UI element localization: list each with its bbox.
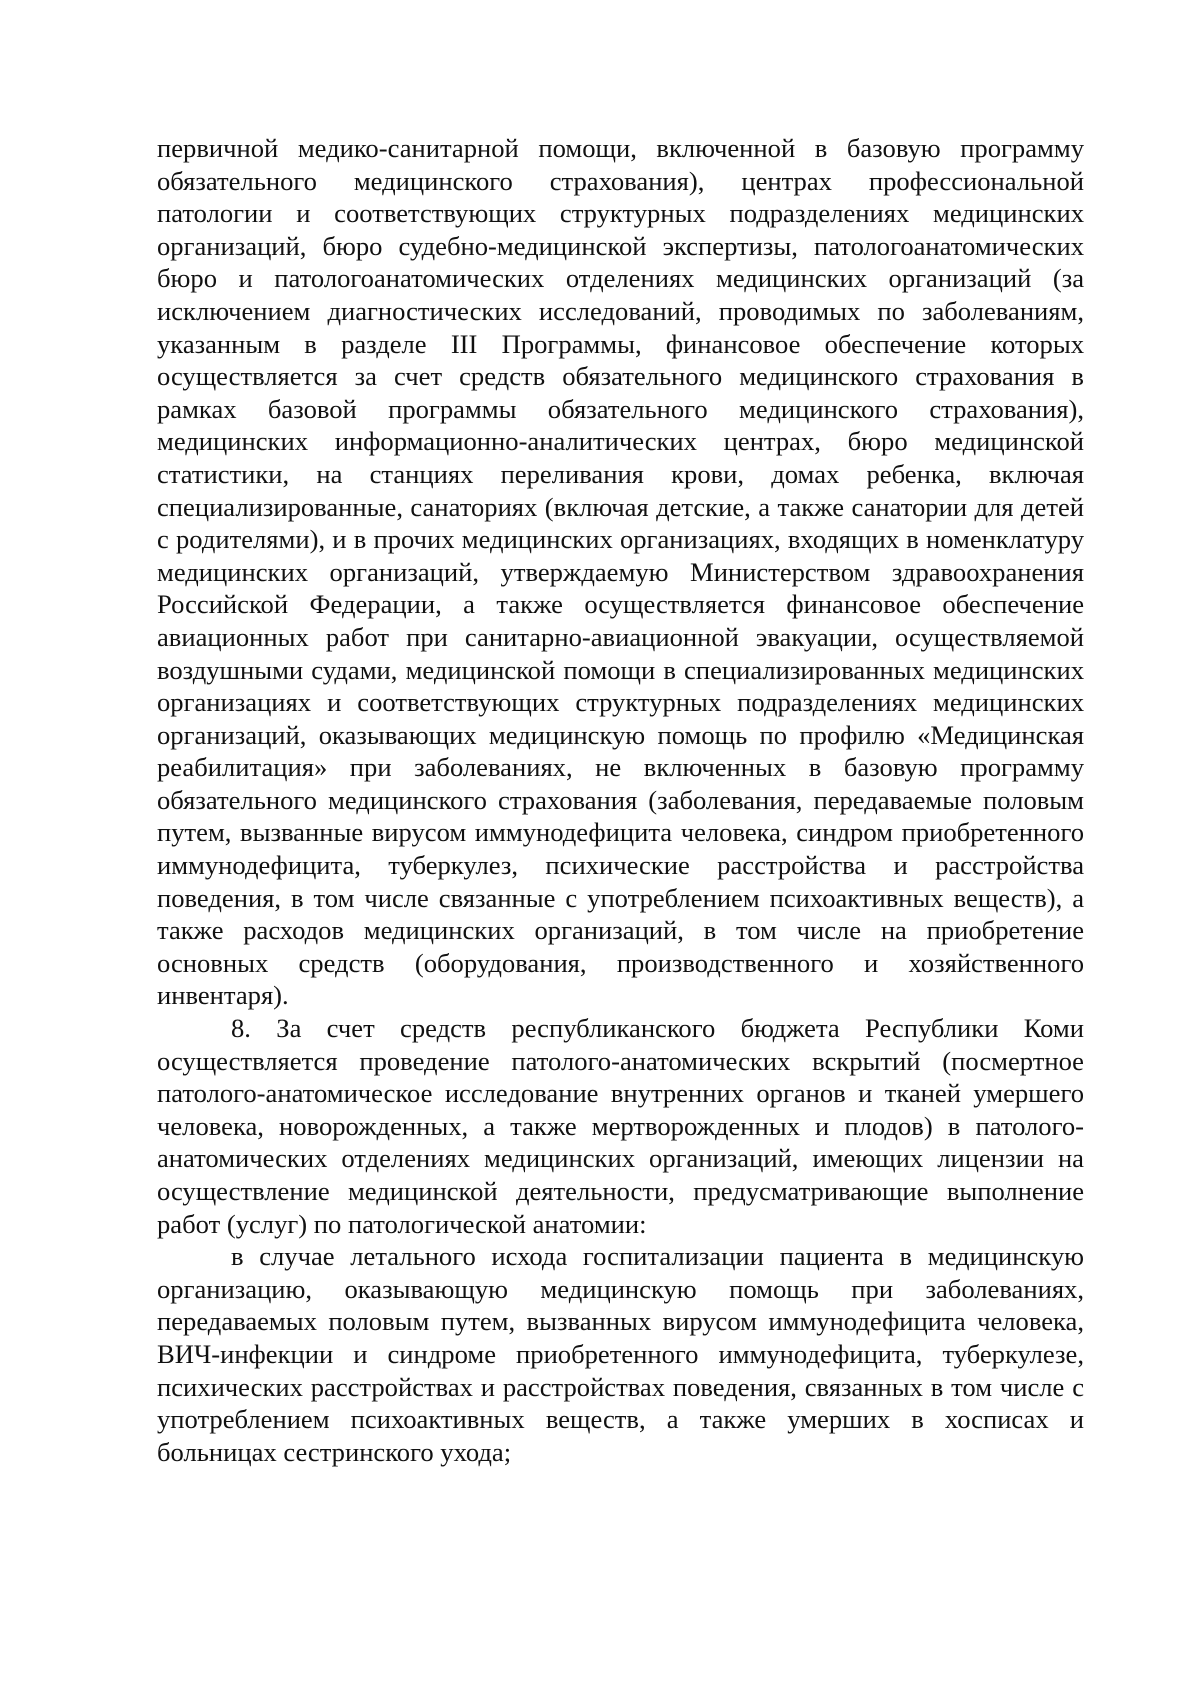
paragraph-continued: первичной медико-санитарной помощи, включенной в базовую программу обязательного медицинского страхования), центрах профессиональной патологии и соответствующих структурных подразделениях медицинских организаций, бюро судебно-медицинской экспертизы, патологоанатомических бюро и патологоанатомических отделениях медицинских организаций (за исключением диагностических исследований, проводимых по заболеваниям, указанным в разделе III Программы, финансовое обеспечение которых осуществляется за счет средств обязательного медицинского страхования в рамках базовой программы обязательного медицинского страхования), медицинских информационно-аналитических центрах, бюро медицинской статистики, на станциях переливания крови, домах ребенка, включая специализированные, санаториях (включая детские, а также санатории для детей с родителями), и в прочих медицинских организациях, входящих в номенклатуру медицинских организаций, утверждаемую Министерством здравоохранения Российской Федерации, а также осуществляется финансовое обеспечение авиационных работ при санитарно-авиационной эвакуации, осуществляемой воздушными судами, медицинской помощи в специализированных медицинских организациях и соответствующих структурных подразделениях медицинских организаций, оказывающих медицинскую помощь по профилю «Медицинская реабилитация» при заболеваниях, не включенных в базовую программу обязательного медицинского страхования (заболевания, передаваемые половым путем, вызванные вирусом иммунодефицита человека, синдром приобретенного иммунодефицита, туберкулез, психические расстройства и расстройства поведения, в том числе связанные с употреблением психоактивных веществ), а также расходов медицинских организаций, в том числе на приобретение основных средств (оборудования, производственного и хозяйственного инвентаря).	[157, 133, 1084, 1011]
paragraph-item-8: 8. За счет средств республиканского бюджета Республики Коми осуществляется проведение патолого-анатомических вскрытий (посмертное патолого-анатомическое исследование внутренних органов и тканей умершего человека, новорожденных, а также мертворожденных и плодов) в патолого-анатомических отделениях медицинских организаций, имеющих лицензии на осуществление медицинской деятельности, предусматривающие выполнение работ (услуг) по патологической анатомии:	[157, 1013, 1084, 1239]
document-page	[157, 132, 1084, 1468]
paragraph-lethal-outcome: в случае летального исхода госпитализации пациента в медицинскую организацию, оказывающую медицинскую помощь при заболеваниях, передаваемых половым путем, вызванных вирусом иммунодефицита человека, ВИЧ-инфекции и синдроме приобретенного иммунодефицита, туберкулезе, психических расстройствах и расстройствах поведения, связанных в том числе с употреблением психоактивных веществ, а также умерших в хосписах и больницах сестринского ухода;	[157, 1241, 1084, 1467]
